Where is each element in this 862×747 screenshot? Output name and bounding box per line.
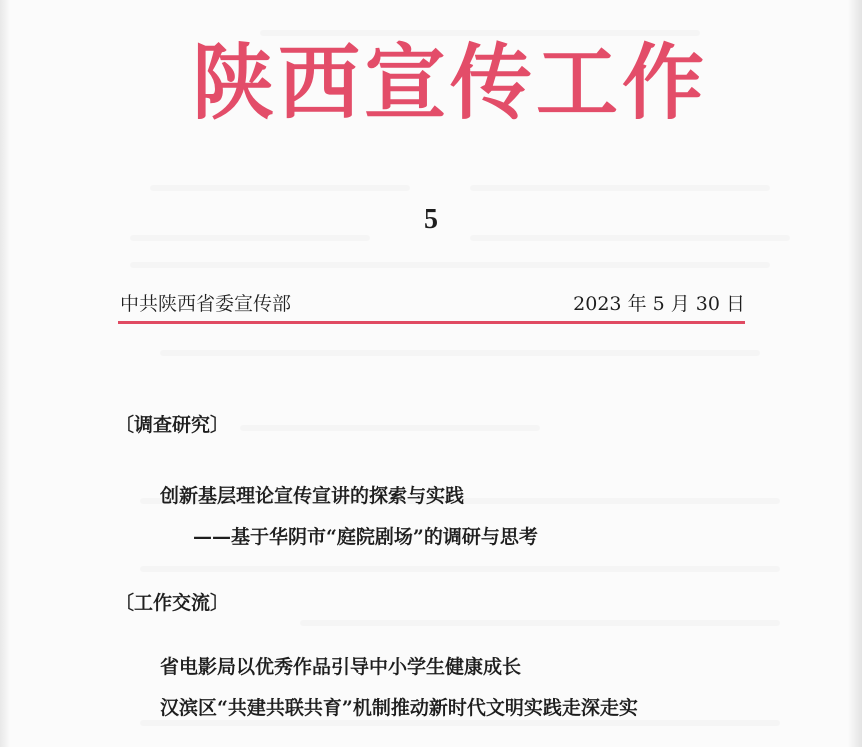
issuing-organization: 中共陕西省委宣传部 (120, 293, 292, 315)
bleed-through-mark (300, 620, 780, 626)
section-heading-research: 〔调查研究〕 (115, 414, 230, 436)
masthead-title: 陕西宣传工作 (191, 35, 708, 131)
issue-number: 5 (424, 204, 438, 235)
red-divider-rule (118, 321, 745, 324)
article-title: 省电影局以优秀作品引导中小学生健康成长 (160, 656, 522, 678)
bleed-through-mark (240, 425, 540, 431)
article-title: 汉滨区“共建共联共育”机制推动新时代文明实践走深走实 (160, 697, 638, 719)
issue-date: 2023 年 5 月 30 日 (573, 293, 745, 315)
page-right-shadow (848, 0, 862, 747)
article-title: 创新基层理论宣传宣讲的探索与实践 (160, 485, 465, 507)
bleed-through-mark (150, 185, 410, 191)
article-subtitle: ——基于华阴市“庭院剧场”的调研与思考 (193, 526, 538, 548)
bleed-through-mark (130, 262, 770, 268)
bleed-through-mark (160, 350, 760, 356)
page-left-shadow (0, 0, 10, 747)
bleed-through-mark (140, 566, 780, 572)
bleed-through-mark (140, 720, 780, 726)
bleed-through-mark (470, 185, 770, 191)
section-heading-exchange: 〔工作交流〕 (115, 592, 230, 614)
